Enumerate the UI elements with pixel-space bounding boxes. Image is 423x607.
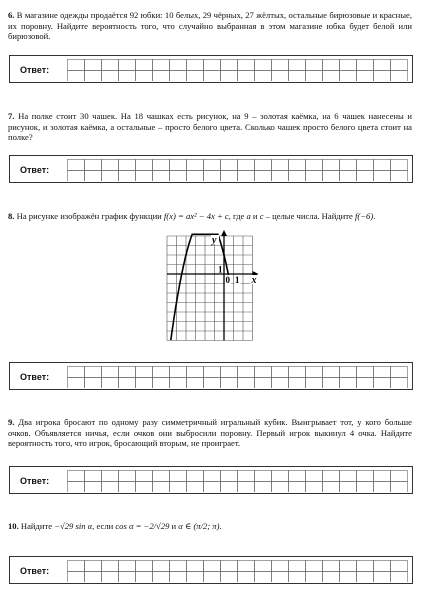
answer-cell[interactable] <box>221 572 238 583</box>
answer-cell[interactable] <box>119 367 136 378</box>
answer-cell[interactable] <box>187 482 204 493</box>
answer-cell[interactable] <box>289 171 306 182</box>
answer-cell[interactable] <box>357 378 374 389</box>
answer-cell[interactable] <box>221 471 238 482</box>
answer-label: Ответ: <box>20 372 50 382</box>
answer-cell[interactable] <box>221 171 238 182</box>
answer-cell[interactable] <box>204 471 221 482</box>
answer-cell[interactable] <box>357 160 374 171</box>
answer-label: Ответ: <box>20 65 50 75</box>
answer-cell[interactable] <box>340 471 357 482</box>
answer-cell[interactable] <box>255 378 272 389</box>
answer-cell[interactable] <box>153 171 170 182</box>
answer-cell[interactable] <box>102 378 119 389</box>
answer-cell[interactable] <box>102 71 119 82</box>
answer-cell[interactable] <box>391 378 408 389</box>
answer-cell[interactable] <box>136 171 153 182</box>
answer-cell[interactable] <box>170 561 187 572</box>
answer-cell[interactable] <box>340 378 357 389</box>
answer-cell[interactable] <box>119 171 136 182</box>
answer-cell[interactable] <box>153 471 170 482</box>
answer-cell[interactable] <box>272 160 289 171</box>
answer-cell[interactable] <box>391 71 408 82</box>
answer-cell[interactable] <box>85 572 102 583</box>
answer-cell[interactable] <box>136 561 153 572</box>
answer-cell[interactable] <box>272 367 289 378</box>
answer-cell[interactable] <box>289 482 306 493</box>
answer-cell[interactable] <box>221 60 238 71</box>
origin-label: 0 <box>225 275 230 285</box>
answer-cell[interactable] <box>187 171 204 182</box>
condition-interval: α ∈ (π/2; π) <box>178 521 220 531</box>
answer-cell[interactable] <box>238 60 255 71</box>
answer-cell[interactable] <box>323 71 340 82</box>
answer-box-9[interactable] <box>9 466 413 494</box>
answer-cell[interactable] <box>391 471 408 482</box>
answer-cell[interactable] <box>357 471 374 482</box>
answer-cell[interactable] <box>238 71 255 82</box>
answer-cell[interactable] <box>170 482 187 493</box>
answer-cell[interactable] <box>85 561 102 572</box>
answer-cell[interactable] <box>391 561 408 572</box>
answer-cell[interactable] <box>255 561 272 572</box>
answer-cell[interactable] <box>221 160 238 171</box>
answer-cell[interactable] <box>170 378 187 389</box>
answer-cell[interactable] <box>68 171 85 182</box>
answer-cell[interactable] <box>136 471 153 482</box>
answer-cell[interactable] <box>255 71 272 82</box>
answer-cell[interactable] <box>289 561 306 572</box>
answer-cell[interactable] <box>136 482 153 493</box>
answer-cell[interactable] <box>255 471 272 482</box>
answer-cell[interactable] <box>221 561 238 572</box>
answer-cell[interactable] <box>306 367 323 378</box>
task-text: Найдите <box>20 521 55 531</box>
answer-cell[interactable] <box>391 572 408 583</box>
expression: −√29 sin α <box>54 521 93 531</box>
answer-cell[interactable] <box>68 160 85 171</box>
answer-cell[interactable] <box>68 572 85 583</box>
answer-cell[interactable] <box>102 60 119 71</box>
answer-cell[interactable] <box>85 482 102 493</box>
answer-cell[interactable] <box>187 60 204 71</box>
answer-cell[interactable] <box>357 367 374 378</box>
answer-cell[interactable] <box>255 160 272 171</box>
answer-cell[interactable] <box>204 367 221 378</box>
task-number: 10. <box>8 521 19 531</box>
answer-cell[interactable] <box>136 367 153 378</box>
answer-cell[interactable] <box>204 561 221 572</box>
answer-cell[interactable] <box>340 482 357 493</box>
condition-cos: cos α = −2/√29 <box>115 521 170 531</box>
answer-cell[interactable] <box>102 561 119 572</box>
answer-cell[interactable] <box>119 160 136 171</box>
answer-box-6[interactable] <box>9 55 413 83</box>
answer-cell[interactable] <box>323 378 340 389</box>
answer-cell[interactable] <box>170 367 187 378</box>
answer-cell[interactable] <box>255 367 272 378</box>
answer-cell[interactable] <box>238 471 255 482</box>
answer-cell[interactable] <box>323 471 340 482</box>
answer-cells[interactable] <box>67 59 410 81</box>
answer-cell[interactable] <box>306 471 323 482</box>
answer-cell[interactable] <box>85 171 102 182</box>
answer-cell[interactable] <box>136 572 153 583</box>
answer-cell[interactable] <box>119 71 136 82</box>
y-axis-label: y <box>212 235 217 246</box>
answer-cell[interactable] <box>204 572 221 583</box>
answer-cell[interactable] <box>153 60 170 71</box>
answer-cell[interactable] <box>340 561 357 572</box>
answer-cell[interactable] <box>340 367 357 378</box>
answer-cell[interactable] <box>289 60 306 71</box>
answer-cell[interactable] <box>153 71 170 82</box>
answer-cell[interactable] <box>136 378 153 389</box>
task-text: – целые числа. Найдите <box>263 211 355 221</box>
answer-cell[interactable] <box>289 471 306 482</box>
answer-cell[interactable] <box>323 482 340 493</box>
answer-cell[interactable] <box>374 471 391 482</box>
answer-cell[interactable] <box>374 572 391 583</box>
answer-cell[interactable] <box>153 482 170 493</box>
answer-cell[interactable] <box>357 71 374 82</box>
task-7 <box>8 111 412 143</box>
answer-cell[interactable] <box>102 171 119 182</box>
answer-cell[interactable] <box>68 482 85 493</box>
answer-label: Ответ: <box>20 566 50 576</box>
answer-cell[interactable] <box>68 71 85 82</box>
answer-cell[interactable] <box>119 561 136 572</box>
answer-cell[interactable] <box>391 482 408 493</box>
task-8 <box>8 211 412 222</box>
answer-cell[interactable] <box>255 572 272 583</box>
task-10 <box>8 521 412 532</box>
answer-cell[interactable] <box>102 160 119 171</box>
answer-cell[interactable] <box>323 561 340 572</box>
answer-cell[interactable] <box>68 378 85 389</box>
answer-cell[interactable] <box>306 572 323 583</box>
x-tick-label-1: 1 <box>235 275 240 285</box>
task-text: , где <box>228 211 247 221</box>
answer-cell[interactable] <box>85 60 102 71</box>
answer-cell[interactable] <box>204 160 221 171</box>
answer-cell[interactable] <box>289 572 306 583</box>
answer-cell[interactable] <box>102 572 119 583</box>
answer-box-8[interactable] <box>9 362 413 390</box>
answer-cell[interactable] <box>170 60 187 71</box>
function-formula: f(x) = ax² − 4x + c <box>163 211 229 221</box>
answer-cell[interactable] <box>238 561 255 572</box>
variable-c: c <box>259 211 264 221</box>
answer-cell[interactable] <box>187 471 204 482</box>
answer-cell[interactable] <box>323 171 340 182</box>
answer-cell[interactable] <box>238 171 255 182</box>
answer-cell[interactable] <box>85 71 102 82</box>
answer-cell[interactable] <box>391 60 408 71</box>
answer-cell[interactable] <box>153 572 170 583</box>
answer-cell[interactable] <box>272 482 289 493</box>
answer-cell[interactable] <box>340 572 357 583</box>
answer-cell[interactable] <box>204 482 221 493</box>
task-text: Два игрока бросают по одному разу симметричный игральный кубик. Выигрывает тот, у кого больше очков. Объявляется ничья, если очков они выбросили поровну. Первый игрок выкинул 4 очка. Найдите вероятность того, что игрок, бросающий вторым, не проиграет. <box>8 417 412 449</box>
answer-cell[interactable] <box>374 71 391 82</box>
answer-cell[interactable] <box>238 160 255 171</box>
answer-cell[interactable] <box>102 367 119 378</box>
task-text: и <box>250 211 260 221</box>
answer-cell[interactable] <box>289 378 306 389</box>
answer-cell[interactable] <box>357 482 374 493</box>
answer-cell[interactable] <box>306 561 323 572</box>
answer-cell[interactable] <box>119 482 136 493</box>
answer-label: Ответ: <box>20 476 50 486</box>
answer-cell[interactable] <box>170 171 187 182</box>
task-number: 6. <box>8 10 15 20</box>
answer-cell[interactable] <box>272 71 289 82</box>
task-text: и <box>169 521 179 531</box>
task-number: 9. <box>8 417 15 427</box>
answer-box-10[interactable] <box>9 556 413 584</box>
answer-cell[interactable] <box>238 572 255 583</box>
y-tick-label-1: 1 <box>218 264 223 275</box>
answer-cell[interactable] <box>68 471 85 482</box>
answer-cell[interactable] <box>374 160 391 171</box>
answer-cells[interactable] <box>67 560 410 582</box>
answer-cell[interactable] <box>374 171 391 182</box>
task-text: , если <box>92 521 116 531</box>
answer-cell[interactable] <box>340 171 357 182</box>
answer-cell[interactable] <box>306 60 323 71</box>
answer-cell[interactable] <box>374 378 391 389</box>
answer-cell[interactable] <box>102 482 119 493</box>
answer-cell[interactable] <box>391 367 408 378</box>
answer-cell[interactable] <box>272 471 289 482</box>
target-value: f(−6) <box>355 211 374 221</box>
answer-cell[interactable] <box>323 367 340 378</box>
answer-cell[interactable] <box>85 378 102 389</box>
answer-cell[interactable] <box>153 160 170 171</box>
answer-cell[interactable] <box>187 71 204 82</box>
answer-cell[interactable] <box>272 572 289 583</box>
answer-cell[interactable] <box>85 471 102 482</box>
task-9 <box>8 417 412 449</box>
answer-cell[interactable] <box>306 160 323 171</box>
answer-cell[interactable] <box>357 171 374 182</box>
answer-cell[interactable] <box>119 572 136 583</box>
answer-cell[interactable] <box>323 572 340 583</box>
answer-cell[interactable] <box>187 160 204 171</box>
answer-cell[interactable] <box>204 378 221 389</box>
task-text: В магазине одежды продаётся 92 юбки: 10 белых, 29 чёрных, 27 жёлтых, остальные бирюзовые и красные, их поровну. Найдите вероятность того, что случайно выбранная в этом магазине юбка будет белой или бирюзовой. <box>8 10 413 42</box>
answer-cell[interactable] <box>221 378 238 389</box>
answer-cell[interactable] <box>187 561 204 572</box>
answer-cell[interactable] <box>340 160 357 171</box>
answer-cell[interactable] <box>102 471 119 482</box>
answer-cell[interactable] <box>119 471 136 482</box>
answer-cell[interactable] <box>170 71 187 82</box>
answer-cell[interactable] <box>238 367 255 378</box>
answer-cell[interactable] <box>221 71 238 82</box>
answer-cell[interactable] <box>289 71 306 82</box>
answer-cell[interactable] <box>374 561 391 572</box>
answer-cell[interactable] <box>85 160 102 171</box>
answer-cells[interactable] <box>67 159 410 181</box>
answer-label: Ответ: <box>20 165 50 175</box>
answer-cell[interactable] <box>170 572 187 583</box>
answer-cell[interactable] <box>289 367 306 378</box>
answer-cell[interactable] <box>119 60 136 71</box>
answer-cell[interactable] <box>391 160 408 171</box>
answer-cell[interactable] <box>340 60 357 71</box>
answer-cell[interactable] <box>119 378 136 389</box>
parabola-curve <box>171 234 230 340</box>
answer-cell[interactable] <box>221 482 238 493</box>
answer-cell[interactable] <box>289 160 306 171</box>
answer-cell[interactable] <box>68 561 85 572</box>
answer-cell[interactable] <box>340 71 357 82</box>
answer-cell[interactable] <box>187 572 204 583</box>
answer-cell[interactable] <box>272 60 289 71</box>
answer-cell[interactable] <box>306 378 323 389</box>
function-graph <box>160 229 260 351</box>
answer-cell[interactable] <box>153 367 170 378</box>
task-number: 8. <box>8 211 15 221</box>
answer-cell[interactable] <box>306 482 323 493</box>
answer-cell[interactable] <box>357 60 374 71</box>
answer-cells[interactable] <box>67 366 410 388</box>
answer-cell[interactable] <box>255 171 272 182</box>
x-axis-label: x <box>251 275 257 286</box>
variable-a: a <box>246 211 251 221</box>
answer-cell[interactable] <box>255 482 272 493</box>
answer-cell[interactable] <box>170 160 187 171</box>
answer-cell[interactable] <box>187 378 204 389</box>
answer-cell[interactable] <box>221 367 238 378</box>
answer-cell[interactable] <box>204 171 221 182</box>
answer-cell[interactable] <box>136 71 153 82</box>
answer-cell[interactable] <box>204 71 221 82</box>
answer-cell[interactable] <box>136 60 153 71</box>
answer-cell[interactable] <box>136 160 153 171</box>
answer-cell[interactable] <box>272 378 289 389</box>
answer-cell[interactable] <box>374 367 391 378</box>
answer-cell[interactable] <box>306 71 323 82</box>
answer-cells[interactable] <box>67 470 410 492</box>
answer-cell[interactable] <box>68 60 85 71</box>
answer-cell[interactable] <box>357 572 374 583</box>
answer-cell[interactable] <box>306 171 323 182</box>
task-number: 7. <box>8 111 15 121</box>
answer-cell[interactable] <box>204 60 221 71</box>
answer-cell[interactable] <box>153 561 170 572</box>
answer-cell[interactable] <box>272 561 289 572</box>
answer-cell[interactable] <box>68 367 85 378</box>
answer-cell[interactable] <box>391 171 408 182</box>
task-text: . <box>219 521 222 531</box>
answer-cell[interactable] <box>323 160 340 171</box>
task-6 <box>8 10 412 42</box>
answer-cell[interactable] <box>272 171 289 182</box>
answer-cell[interactable] <box>374 482 391 493</box>
answer-cell[interactable] <box>255 60 272 71</box>
answer-box-7[interactable] <box>9 155 413 183</box>
graph-grid <box>167 236 253 341</box>
task-text: . <box>373 211 376 221</box>
answer-cell[interactable] <box>238 482 255 493</box>
answer-cell[interactable] <box>357 561 374 572</box>
answer-cell[interactable] <box>374 60 391 71</box>
answer-cell[interactable] <box>238 378 255 389</box>
task-text: На рисунке изображён график функции <box>16 211 164 221</box>
answer-cell[interactable] <box>323 60 340 71</box>
answer-cell[interactable] <box>170 471 187 482</box>
answer-cell[interactable] <box>85 367 102 378</box>
answer-cell[interactable] <box>153 378 170 389</box>
answer-cell[interactable] <box>187 367 204 378</box>
task-text: На полке стоит 30 чашек. На 18 чашках есть рисунок, на 9 – золотая каёмка, на 6 чашек нанесены и рисунок, и золотая каёмка, а остальные – просто белого цвета. Сколько чашек просто белого цвета стоит на полке? <box>8 111 412 143</box>
y-axis-arrow <box>221 230 227 236</box>
